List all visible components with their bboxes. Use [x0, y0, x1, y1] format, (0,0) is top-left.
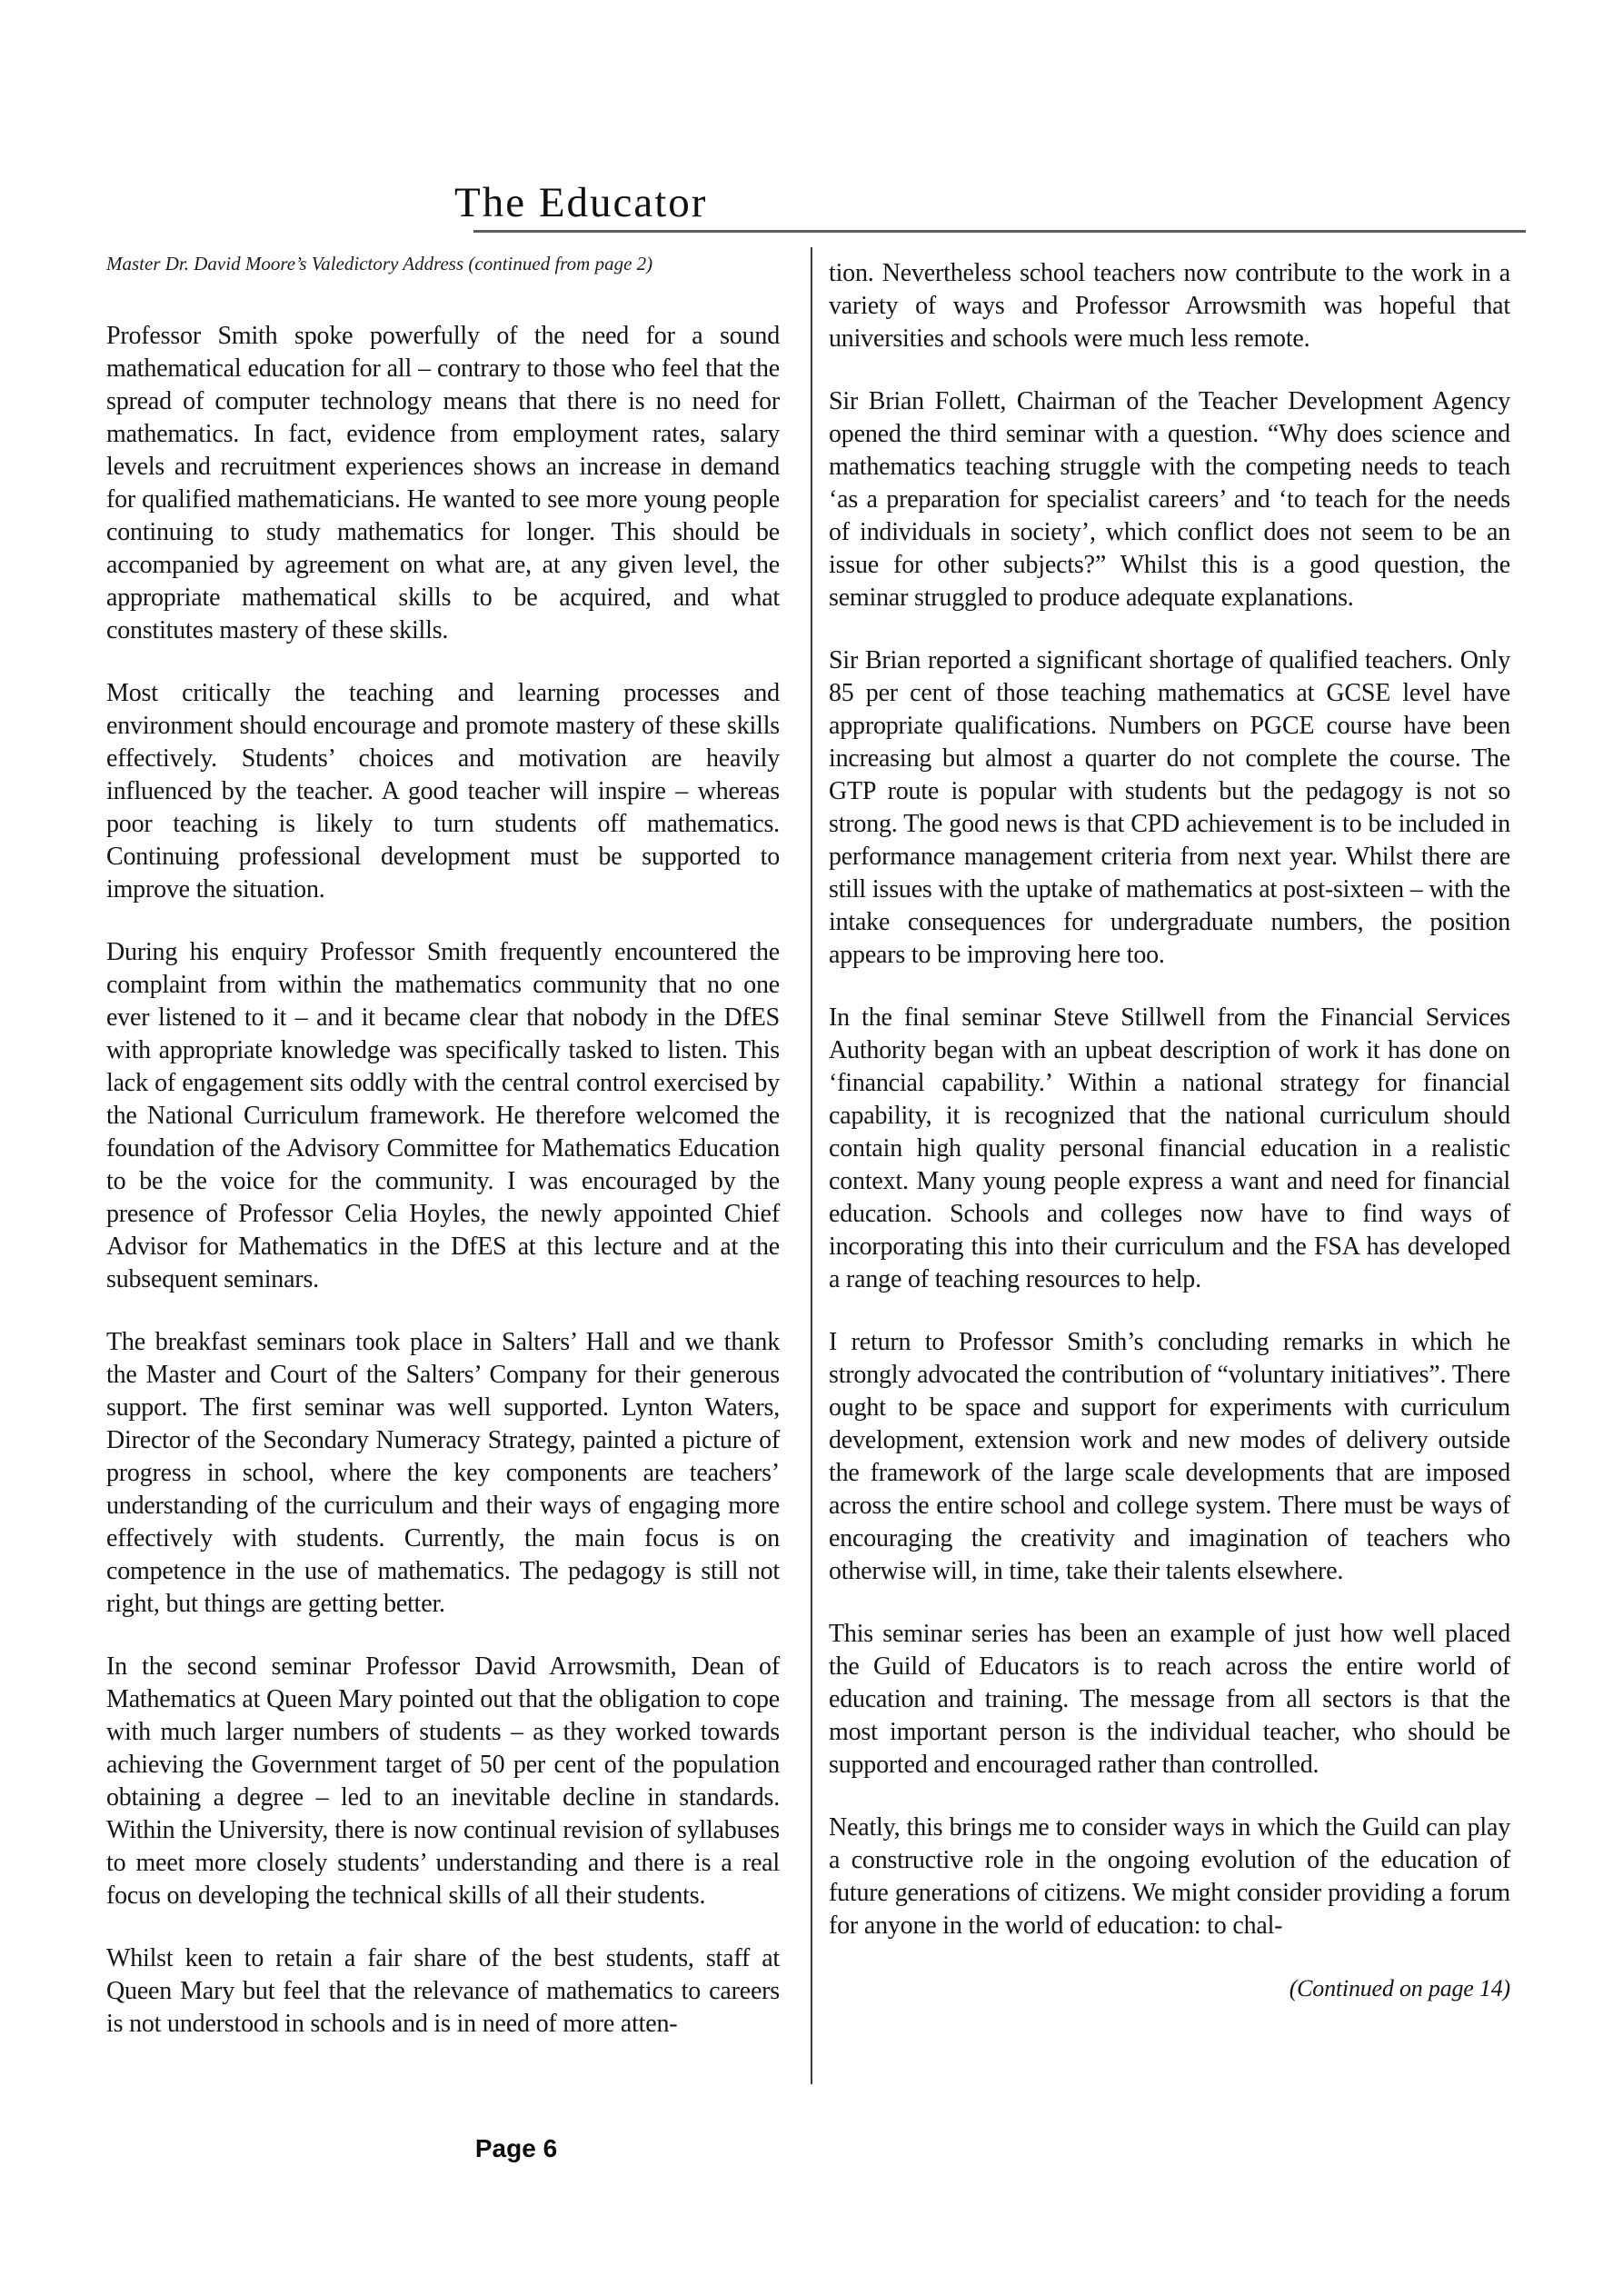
- body-paragraph: Professor Smith spoke powerfully of the need for a sound mathematical education for all – contrary to those who feel that the spread of computer technology means that there is no need for mathematics. In fact, evidence from employment rates, salary levels and recruitment experiences shows an increase in demand for qualified mathematicians. He wanted to see more young people continuing to study mathematics for longer. This should be accompanied by agreement on what are, at any given level, the appropriate mathematical skills to be acquired, and what constitutes mastery of these skills.: [106, 322, 780, 644]
- body-paragraph: tion. Nevertheless school teachers now contribute to the work in a variety of ways and Professor Arrowsmith was hopeful that universities and schools were much less remote.: [829, 259, 1510, 353]
- masthead-title: The Educator: [454, 179, 708, 226]
- page-number: Page 6: [474, 2134, 558, 2162]
- body-paragraph: Sir Brian Follett, Chairman of the Teacher Development Agency opened the third seminar with a question. “Why does science and mathematics teaching struggle with the competing needs to teach ‘as a preparation for specialist careers’ and ‘to teach for the needs of individuals in society’, which conflict does not seem to be an issue for other subjects?” Whilst this is a good question, the seminar struggled to produce adequate explanations.: [829, 387, 1510, 612]
- masthead-rule: [473, 230, 1526, 233]
- body-paragraph: Most critically the teaching and learning processes and environment should encourage and promote mastery of these skills effectively. Students’ choices and motivation are heavily influenced by the teacher. A good teacher will inspire – whereas poor teaching is likely to turn students off mathematics. Continuing professional development must be supported to improve the situation.: [106, 679, 780, 903]
- body-paragraph: I return to Professor Smith’s concluding remarks in which he strongly advocated the contribution of “voluntary initiatives”. There ought to be space and support for experiments with curriculum development, extension work and new modes of delivery outside the framework of the large scale developments that are imposed across the entire school and college system. There must be ways of encouraging the creativity and imagination of teachers who otherwise will, in time, take their talents elsewhere.: [829, 1328, 1510, 1585]
- article-byline: Master Dr. David Moore’s Valedictory Address (continued from page 2): [106, 253, 653, 275]
- body-paragraph: During his enquiry Professor Smith frequently encountered the complaint from within the mathematics community that no one ever listened to it – and it became clear that nobody in the DfES with appropriate knowledge was specifically tasked to listen. This lack of engagement sits oddly with the central control exercised by the National Curriculum framework. He therefore welcomed the foundation of the Advisory Committee for Mathematics Education to be the voice for the community. I was encouraged by the presence of Professor Celia Hoyles, the newly appointed Chief Advisor for Mathematics in the DfES at this lecture and at the subsequent seminars.: [106, 938, 780, 1293]
- body-paragraph: The breakfast seminars took place in Salters’ Hall and we thank the Master and Court of the Salters’ Company for their generous support. The first seminar was well supported. Lynton Waters, Director of the Secondary Numeracy Strategy, painted a picture of progress in school, where the key components are teachers’ understanding of the curriculum and their ways of engaging more effectively with students. Currently, the main focus is on competence in the use of mathematics. The pedagogy is still not right, but things are getting better.: [106, 1328, 780, 1618]
- body-paragraph: In the final seminar Steve Stillwell from the Financial Services Authority began with an upbeat description of work it has done on ‘financial capability.’ Within a national strategy for financial capability, it is recognized that the national curriculum should contain high quality personal financial education in a realistic context. Many young people express a want and need for financial education. Schools and colleges now have to find ways of incorporating this into their curriculum and the FSA has developed a range of teaching resources to help.: [829, 1003, 1510, 1293]
- left-column: [106, 320, 780, 2071]
- body-paragraph: Neatly, this brings me to consider ways in which the Guild can play a constructive role in the ongoing evolution of the education of future generations of citizens. We might consider providing a forum for anyone in the world of education: to chal-: [829, 1813, 1510, 1940]
- body-paragraph: Sir Brian reported a significant shortage of qualified teachers. Only 85 per cent of those teaching mathematics at GCSE level have appropriate qualifications. Numbers on PGCE course have been increasing but almost a quarter do not complete the course. The GTP route is popular with students but the pedagogy is not so strong. The good news is that CPD achievement is to be included in performance management criteria from next year. Whilst there are still issues with the uptake of mathematics at post-sixteen – with the intake consequences for undergraduate numbers, the position appears to be improving here too.: [829, 646, 1510, 969]
- body-paragraph: This seminar series has been an example of just how well placed the Guild of Educators is to reach across the entire world of education and training. The message from all sectors is that the most important person is the individual teacher, who should be supported and encouraged rather than controlled.: [829, 1620, 1510, 1779]
- continuation-note: (Continued on page 14): [1289, 1975, 1510, 2002]
- body-paragraph: In the second seminar Professor David Arrowsmith, Dean of Mathematics at Queen Mary pointed out that the obligation to cope with much larger numbers of students – as they worked towards achieving the Government target of 50 per cent of the population obtaining a degree – led to an inevitable decline in standards. Within the University, there is now continual revision of syllabuses to meet more closely students’ understanding and there is a real focus on developing the technical skills of all their students.: [106, 1652, 780, 1910]
- body-paragraph: Whilst keen to retain a fair share of the best students, staff at Queen Mary but feel that the relevance of mathematics to careers is not understood in schools and is in need of more atten-: [106, 1944, 780, 2038]
- right-column: [829, 257, 1510, 2035]
- column-divider: [811, 247, 812, 2084]
